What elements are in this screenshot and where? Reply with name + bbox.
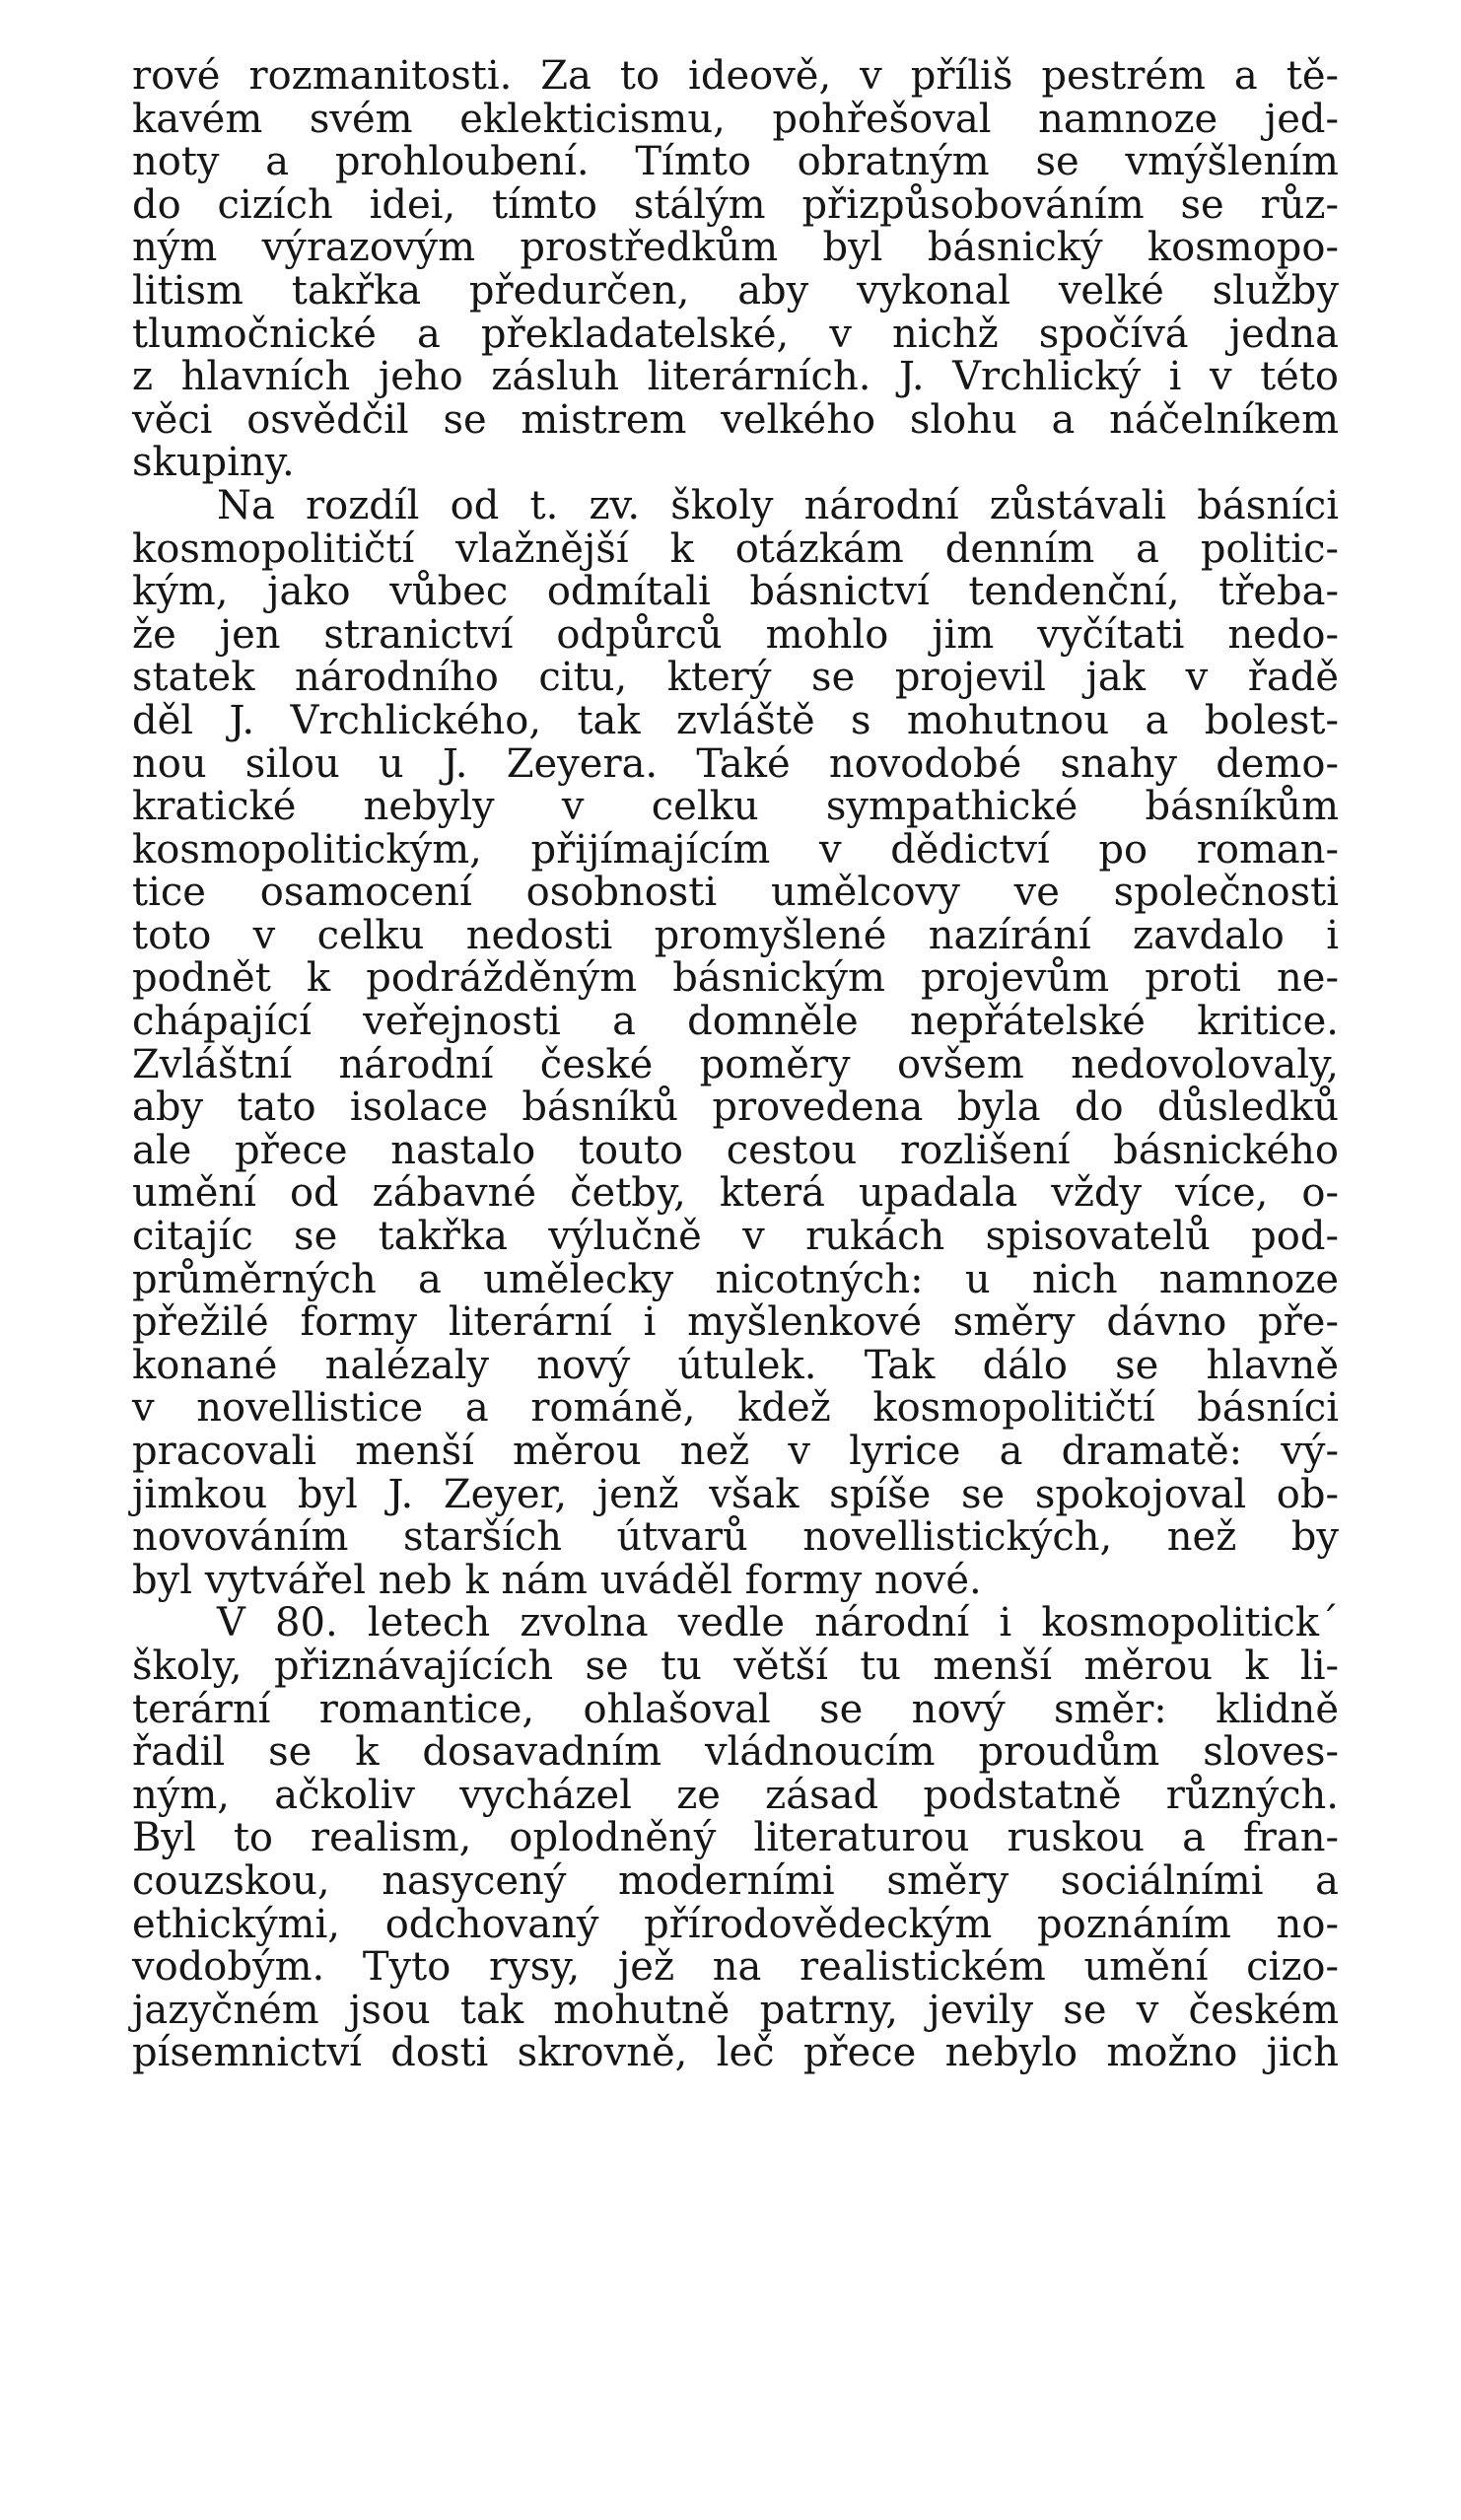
text-line: Zvláštní národní české poměry ovšem nedovolovaly, — [132, 1041, 1339, 1087]
text-line: kratické nebyly v celku sympathické básníkům — [132, 784, 1339, 830]
text-line: do cizích idei, tímto stálým přizpůsobováním se růz- — [132, 181, 1339, 228]
book-page — [132, 55, 1339, 2075]
text-line: podnět k podrážděným básnickým projevům proti ne- — [132, 955, 1339, 1002]
text-line: vodobým. Tyto rysy, jež na realistickém umění cizo- — [132, 1944, 1339, 1991]
text-line: byl vytvářel neb k nám uváděl formy nové. — [132, 1557, 982, 1603]
text-line: děl J. Vrchlického, tak zvláště s mohutnou a bolest- — [132, 697, 1339, 743]
text-line: písemnictví dosti skrovně, leč přece nebylo možno jich — [132, 2030, 1339, 2076]
text-line: V 80. letech zvolna vedle národní i kosmopolitick´ — [217, 1600, 1339, 1646]
paragraph — [132, 482, 1339, 1603]
text-line: Na rozdíl od t. zv. školy národní zůstávali básníci — [217, 482, 1339, 528]
text-line: ale přece nastalo touto cestou rozlišení básnického — [132, 1127, 1339, 1173]
text-line: aby tato isolace básníků provedena byla do důsledků — [132, 1085, 1339, 1131]
text-line: ethickými, odchovaný přírodovědeckým poznáním no- — [132, 1901, 1339, 1947]
text-line: z hlavních jeho zásluh literárních. J. Vrchlický i v této — [132, 354, 1339, 400]
text-line: řadil se k dosavadním vládnoucím proudům sloves- — [132, 1729, 1339, 1776]
text-line: nou silou u J. Zeyera. Také novodobé snahy demo- — [132, 740, 1339, 787]
text-line: novováním starších útvarů novellistických, než by — [132, 1514, 1339, 1561]
text-line: couzskou, nasycený moderními směry sociálními a — [132, 1857, 1339, 1904]
text-line: jimkou byl J. Zeyer, jenž však spíše se spokojoval ob- — [132, 1471, 1339, 1517]
text-line: že jen stranictví odpůrců mohlo jim vyčítati nedo- — [132, 611, 1339, 658]
text-line: tice osamocení osobnosti umělcovy ve společnosti — [132, 870, 1339, 916]
text-line: školy, přiznávajících se tu větší tu menší měrou k li- — [132, 1643, 1339, 1689]
text-line: přežilé formy literární i myšlenkové směry dávno pře- — [132, 1299, 1339, 1346]
text-line: kým, jako vůbec odmítali básnictví tendenční, třeba- — [132, 569, 1339, 615]
text-line: noty a prohloubení. Tímto obratným se vmýšlením — [132, 139, 1339, 185]
text-line: v novellistice a románě, kdež kosmopolitičtí básníci — [132, 1385, 1339, 1432]
paragraph — [132, 55, 1339, 485]
text-line: citajíc se takřka výlučně v rukách spisovatelů pod- — [132, 1214, 1339, 1260]
text-line: toto v celku nedosti promyšlené nazírání zavdalo i — [132, 912, 1339, 958]
text-line: kosmopolitickým, přijímajícím v dědictví po roman- — [132, 826, 1339, 873]
text-line: tlumočnické a překladatelské, v nichž spočívá jedna — [132, 311, 1339, 357]
text-line: ným, ačkoliv vycházel ze zásad podstatně různých. — [132, 1772, 1339, 1818]
text-line: kavém svém eklekticismu, pohřešoval namnoze jed- — [132, 96, 1339, 142]
text-line: konané nalézaly nový útulek. Tak dálo se hlavně — [132, 1342, 1339, 1388]
text-line: litism takřka předurčen, aby vykonal velké služby — [132, 267, 1339, 314]
text-line: ným výrazovým prostředkům byl básnický kosmopo- — [132, 225, 1339, 271]
text-line: věci osvědčil se mistrem velkého slohu a náčelníkem — [132, 396, 1339, 443]
text-line: kosmopolitičtí vlažnější k otázkám denním a politic- — [132, 525, 1339, 572]
text-line: umění od zábavné četby, která upadala vždy více, o- — [132, 1170, 1339, 1217]
text-line: skupiny. — [132, 440, 295, 486]
text-line: jazyčném jsou tak mohutně patrny, jevily se v českém — [132, 1987, 1339, 2033]
text-line: Byl to realism, oplodněný literaturou ruskou a fran- — [132, 1815, 1339, 1861]
text-line: terární romantice, ohlašoval se nový směr: klidně — [132, 1686, 1339, 1732]
text-line: statek národního citu, který se projevil jak v řadě — [132, 655, 1339, 701]
text-line: rové rozmanitosti. Za to ideově, v příliš pestrém a tě- — [132, 53, 1339, 99]
text-line: chápající veřejnosti a domněle nepřátelské kritice. — [132, 999, 1339, 1045]
text-line: pracovali menší měrou než v lyrice a dramatě: vý- — [132, 1429, 1339, 1474]
text-line: průměrných a umělecky nicotných: u nich namnoze — [132, 1256, 1339, 1302]
paragraph — [132, 1602, 1339, 2075]
